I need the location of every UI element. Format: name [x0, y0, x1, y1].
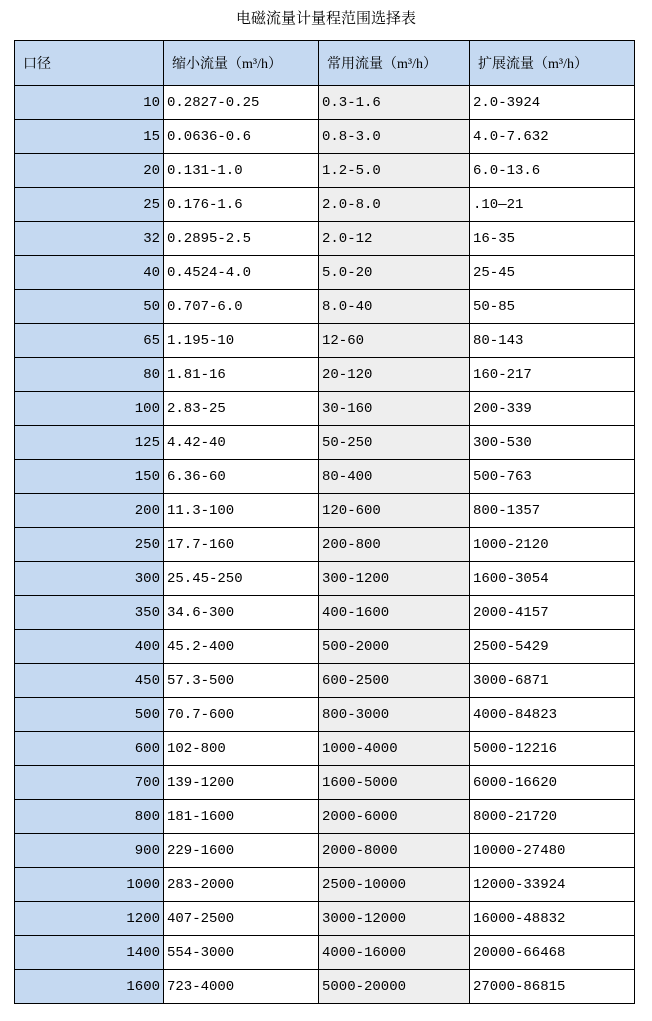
common-flow-cell: 4000-16000 — [319, 936, 470, 970]
common-flow-cell: 2.0-8.0 — [319, 188, 470, 222]
reduced-flow-cell: 70.7-600 — [164, 698, 319, 732]
extended-flow-cell: 12000-33924 — [470, 868, 635, 902]
table-row — [15, 902, 635, 936]
flow-range-table — [14, 40, 635, 1004]
table-row — [15, 766, 635, 800]
table-row — [15, 188, 635, 222]
extended-flow-cell: 160-217 — [470, 358, 635, 392]
reduced-flow-cell: 34.6-300 — [164, 596, 319, 630]
diameter-cell: 20 — [15, 154, 164, 188]
extended-flow-cell: 10000-27480 — [470, 834, 635, 868]
diameter-cell: 1600 — [15, 970, 164, 1004]
diameter-cell: 150 — [15, 460, 164, 494]
diameter-cell: 32 — [15, 222, 164, 256]
extended-flow-cell: 6000-16620 — [470, 766, 635, 800]
table-row — [15, 732, 635, 766]
common-flow-cell: 1.2-5.0 — [319, 154, 470, 188]
common-flow-cell: 200-800 — [319, 528, 470, 562]
diameter-cell: 1400 — [15, 936, 164, 970]
reduced-flow-cell: 554-3000 — [164, 936, 319, 970]
extended-flow-cell: 4000-84823 — [470, 698, 635, 732]
diameter-cell: 500 — [15, 698, 164, 732]
common-flow-cell: 2500-10000 — [319, 868, 470, 902]
common-flow-cell: 800-3000 — [319, 698, 470, 732]
diameter-cell: 350 — [15, 596, 164, 630]
common-flow-cell: 2.0-12 — [319, 222, 470, 256]
table-row — [15, 528, 635, 562]
table-row — [15, 834, 635, 868]
diameter-cell: 50 — [15, 290, 164, 324]
diameter-cell: 200 — [15, 494, 164, 528]
extended-flow-cell: 5000-12216 — [470, 732, 635, 766]
extended-flow-cell: 1000-2120 — [470, 528, 635, 562]
extended-flow-cell: .10—21 — [470, 188, 635, 222]
diameter-cell: 100 — [15, 392, 164, 426]
extended-flow-cell: 800-1357 — [470, 494, 635, 528]
common-flow-cell: 500-2000 — [319, 630, 470, 664]
reduced-flow-cell: 6.36-60 — [164, 460, 319, 494]
extended-flow-cell: 80-143 — [470, 324, 635, 358]
reduced-flow-cell: 4.42-40 — [164, 426, 319, 460]
table-row — [15, 970, 635, 1004]
extended-flow-cell: 6.0-13.6 — [470, 154, 635, 188]
extended-flow-cell: 200-339 — [470, 392, 635, 426]
common-flow-cell: 400-1600 — [319, 596, 470, 630]
table-row — [15, 936, 635, 970]
table-row — [15, 494, 635, 528]
table-row — [15, 630, 635, 664]
diameter-cell: 10 — [15, 86, 164, 120]
extended-flow-cell: 2.0-3924 — [470, 86, 635, 120]
table-row — [15, 222, 635, 256]
extended-flow-cell: 16-35 — [470, 222, 635, 256]
diameter-cell: 125 — [15, 426, 164, 460]
table-row — [15, 290, 635, 324]
reduced-flow-cell: 0.4524-4.0 — [164, 256, 319, 290]
extended-flow-cell: 50-85 — [470, 290, 635, 324]
reduced-flow-cell: 0.131-1.0 — [164, 154, 319, 188]
extended-flow-cell: 20000-66468 — [470, 936, 635, 970]
diameter-cell: 400 — [15, 630, 164, 664]
diameter-cell: 1200 — [15, 902, 164, 936]
reduced-flow-cell: 1.195-10 — [164, 324, 319, 358]
extended-flow-cell: 1600-3054 — [470, 562, 635, 596]
table-row — [15, 86, 635, 120]
extended-flow-cell: 8000-21720 — [470, 800, 635, 834]
common-flow-cell: 2000-6000 — [319, 800, 470, 834]
diameter-cell: 1000 — [15, 868, 164, 902]
extended-flow-cell: 27000-86815 — [470, 970, 635, 1004]
table-row — [15, 562, 635, 596]
extended-flow-cell: 4.0-7.632 — [470, 120, 635, 154]
common-flow-cell: 120-600 — [319, 494, 470, 528]
reduced-flow-cell: 139-1200 — [164, 766, 319, 800]
header-extended-flow: 扩展流量（m³/h） — [470, 41, 635, 86]
table-body — [15, 86, 635, 1004]
common-flow-cell: 20-120 — [319, 358, 470, 392]
common-flow-cell: 50-250 — [319, 426, 470, 460]
reduced-flow-cell: 229-1600 — [164, 834, 319, 868]
reduced-flow-cell: 17.7-160 — [164, 528, 319, 562]
common-flow-cell: 5.0-20 — [319, 256, 470, 290]
extended-flow-cell: 2500-5429 — [470, 630, 635, 664]
table-row — [15, 358, 635, 392]
diameter-cell: 450 — [15, 664, 164, 698]
reduced-flow-cell: 25.45-250 — [164, 562, 319, 596]
table-row — [15, 596, 635, 630]
common-flow-cell: 0.3-1.6 — [319, 86, 470, 120]
common-flow-cell: 80-400 — [319, 460, 470, 494]
table-row — [15, 154, 635, 188]
page-title: 电磁流量计量程范围选择表 — [235, 11, 416, 27]
extended-flow-cell: 500-763 — [470, 460, 635, 494]
diameter-cell: 600 — [15, 732, 164, 766]
diameter-cell: 40 — [15, 256, 164, 290]
extended-flow-cell: 300-530 — [470, 426, 635, 460]
diameter-cell: 700 — [15, 766, 164, 800]
common-flow-cell: 2000-8000 — [319, 834, 470, 868]
diameter-cell: 900 — [15, 834, 164, 868]
table-row — [15, 460, 635, 494]
header-reduced-flow: 缩小流量（m³/h） — [164, 41, 319, 86]
diameter-cell: 25 — [15, 188, 164, 222]
reduced-flow-cell: 407-2500 — [164, 902, 319, 936]
extended-flow-cell: 25-45 — [470, 256, 635, 290]
common-flow-cell: 5000-20000 — [319, 970, 470, 1004]
common-flow-cell: 12-60 — [319, 324, 470, 358]
table-row — [15, 664, 635, 698]
extended-flow-cell: 2000-4157 — [470, 596, 635, 630]
header-diameter: 口径 — [15, 41, 164, 86]
reduced-flow-cell: 57.3-500 — [164, 664, 319, 698]
table-row — [15, 256, 635, 290]
common-flow-cell: 1000-4000 — [319, 732, 470, 766]
common-flow-cell: 300-1200 — [319, 562, 470, 596]
reduced-flow-cell: 102-800 — [164, 732, 319, 766]
common-flow-cell: 30-160 — [319, 392, 470, 426]
diameter-cell: 80 — [15, 358, 164, 392]
extended-flow-cell: 3000-6871 — [470, 664, 635, 698]
reduced-flow-cell: 723-4000 — [164, 970, 319, 1004]
diameter-cell: 15 — [15, 120, 164, 154]
reduced-flow-cell: 0.2827-0.25 — [164, 86, 319, 120]
reduced-flow-cell: 0.176-1.6 — [164, 188, 319, 222]
extended-flow-cell: 16000-48832 — [470, 902, 635, 936]
header-common-flow: 常用流量（m³/h） — [319, 41, 470, 86]
common-flow-cell: 1600-5000 — [319, 766, 470, 800]
common-flow-cell: 8.0-40 — [319, 290, 470, 324]
diameter-cell: 65 — [15, 324, 164, 358]
reduced-flow-cell: 1.81-16 — [164, 358, 319, 392]
reduced-flow-cell: 283-2000 — [164, 868, 319, 902]
document-page — [0, 9, 652, 1004]
table-row — [15, 324, 635, 358]
table-row — [15, 120, 635, 154]
reduced-flow-cell: 0.707-6.0 — [164, 290, 319, 324]
diameter-cell: 250 — [15, 528, 164, 562]
reduced-flow-cell: 11.3-100 — [164, 494, 319, 528]
reduced-flow-cell: 181-1600 — [164, 800, 319, 834]
table-row — [15, 392, 635, 426]
reduced-flow-cell: 45.2-400 — [164, 630, 319, 664]
diameter-cell: 300 — [15, 562, 164, 596]
table-row — [15, 868, 635, 902]
diameter-cell: 800 — [15, 800, 164, 834]
common-flow-cell: 3000-12000 — [319, 902, 470, 936]
common-flow-cell: 600-2500 — [319, 664, 470, 698]
table-row — [15, 698, 635, 732]
reduced-flow-cell: 2.83-25 — [164, 392, 319, 426]
reduced-flow-cell: 0.2895-2.5 — [164, 222, 319, 256]
table-row — [15, 800, 635, 834]
header-row — [15, 41, 635, 86]
common-flow-cell: 0.8-3.0 — [319, 120, 470, 154]
table-row — [15, 426, 635, 460]
reduced-flow-cell: 0.0636-0.6 — [164, 120, 319, 154]
